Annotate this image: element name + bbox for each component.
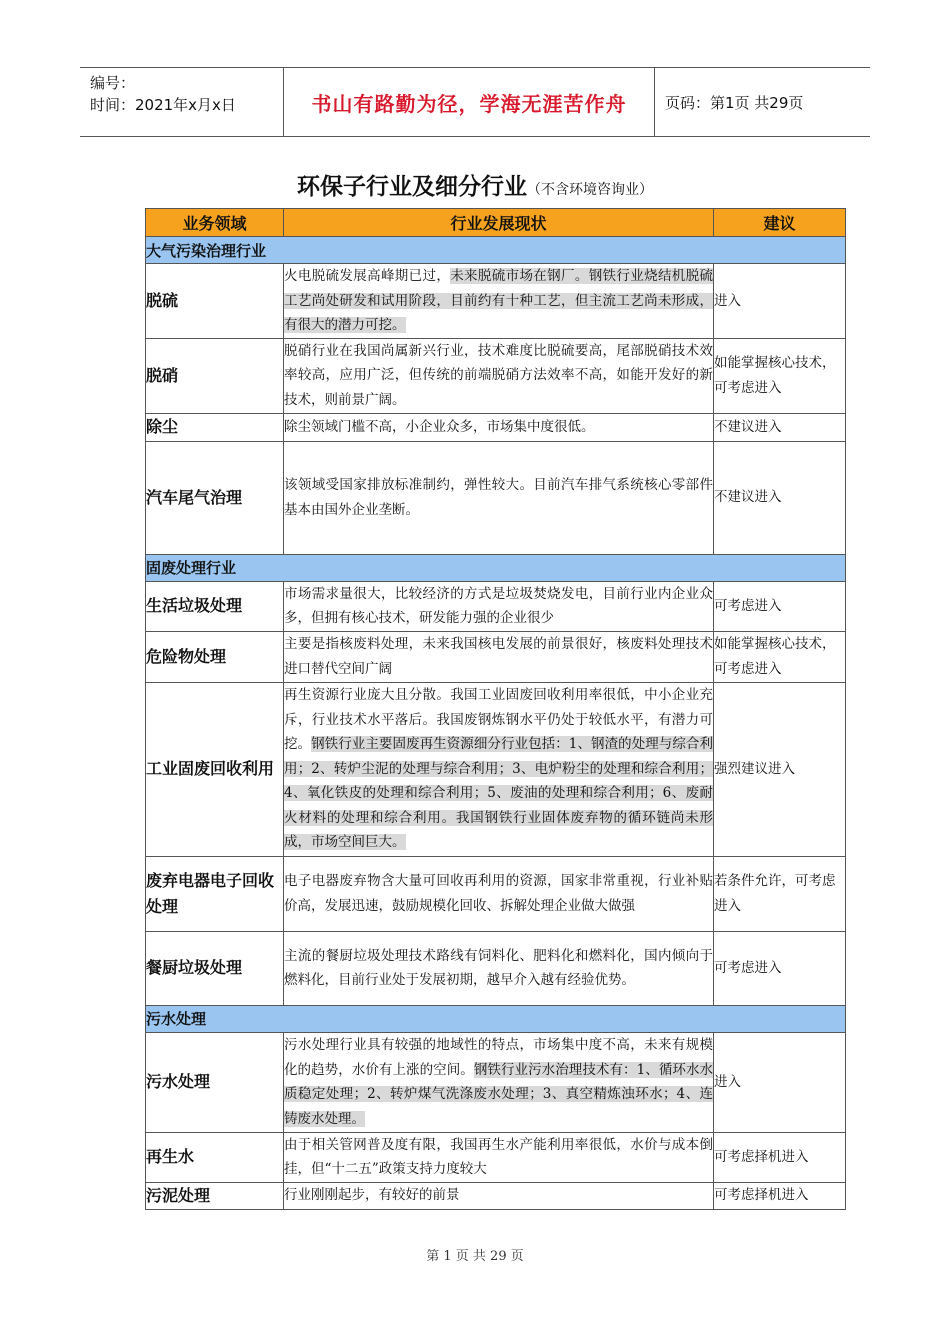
advice-text: 强烈建议进入: [714, 682, 846, 856]
area-name: 污水处理: [146, 1032, 284, 1132]
advice-text: 不建议进入: [714, 441, 846, 554]
status-highlight: 钢铁行业主要固废再生资源细分行业包括：1、钢渣的处理与综合利用；2、转炉尘泥的处理与综合利用；3、电炉粉尘的处理和综合利用；4、氧化铁皮的处理和综合利用；5、废油的处理和综合利用；6、废耐火材料的处理和综合利用。我国钢铁行业固体废弃物的循环链尚未形成，市场空间巨大。: [284, 736, 713, 851]
area-name: 工业固废回收利用: [146, 682, 284, 856]
area-name: 餐厨垃圾处理: [146, 931, 284, 1005]
section-row: [146, 1005, 846, 1032]
status-text: [284, 413, 714, 441]
table-row: [146, 413, 846, 441]
advice-text: 若条件允许，可考虑进入: [714, 856, 846, 931]
number-label: 编号：: [90, 74, 136, 92]
section-row: [146, 554, 846, 581]
section-title: 大气污染治理行业: [146, 237, 846, 264]
header-meta: [80, 68, 284, 136]
table-row: [146, 581, 846, 631]
time-label: 时间：2021年x月x日: [90, 96, 236, 114]
status-highlight: 钢铁行业污水治理技术有：1、循环水水质稳定处理；2、转炉煤气洗涤废水处理；3、真空精炼浊环水；4、连铸废水处理。: [284, 1061, 714, 1127]
area-name: 再生水: [146, 1132, 284, 1182]
col-header-area: 业务领域: [146, 209, 284, 237]
industry-table: [145, 208, 846, 1210]
advice-text: 不建议进入: [714, 413, 846, 441]
status-text: [284, 1032, 714, 1132]
status-text: [284, 631, 714, 682]
advice-text: 如能掌握核心技术，可考虑进入: [714, 631, 846, 682]
status-text: [284, 682, 714, 856]
status-plain: 主流的餐厨垃圾处理技术路线有饲料化、肥料化和燃料化，国内倾向于燃料化，目前行业处于发展初期，越早介入越有经验优势。: [284, 947, 713, 988]
status-plain: 脱硝行业在我国尚属新兴行业，技术难度比脱硫要高，尾部脱硝技术效率较高，应用广泛，但传统的前端脱硝方法效率不高，如能开发好的新技术，则前景广阔。: [284, 342, 713, 408]
table-row: [146, 856, 846, 931]
status-plain: 该领域受国家排放标准制约，弹性较大。目前汽车排气系统核心零部件基本由国外企业垄断。: [284, 477, 713, 518]
page-header: [80, 67, 870, 137]
area-name: 汽车尾气治理: [146, 441, 284, 554]
status-text: [284, 1182, 714, 1209]
table-header-row: [146, 209, 846, 237]
advice-text: 进入: [714, 1032, 846, 1132]
table-row: [146, 931, 846, 1005]
table-row: [146, 1182, 846, 1209]
advice-text: 可考虑进入: [714, 931, 846, 1005]
area-name: 脱硝: [146, 338, 284, 413]
status-plain: 污水处理行业具有较强的地域性的特点，市场集中度不高，未来有规模化的趋势，水价有上涨的空间。: [284, 1037, 713, 1078]
area-name: 脱硫: [146, 264, 284, 339]
header-page-label: 页码：第1页 共29页: [665, 93, 804, 112]
subtitle-text: （不含环境咨询业）: [527, 182, 653, 198]
status-plain: 电子电器废弃物含大量可回收再利用的资源，国家非常重视，行业补贴价高，发展迅速，鼓励规模化回收、拆解处理企业做大做强: [284, 873, 713, 914]
section-title: 污水处理: [146, 1005, 846, 1032]
status-highlight: 未来脱硫市场在钢厂。钢铁行业烧结机脱硫工艺尚处研发和试用阶段，目前约有十种工艺，但主流工艺尚未形成，有很大的潜力可挖。: [284, 268, 714, 333]
col-header-status: 行业发展现状: [284, 209, 714, 237]
area-name: 废弃电器电子回收处理: [146, 856, 284, 931]
status-plain: 行业刚刚起步，有较好的前景: [284, 1187, 460, 1204]
advice-text: 如能掌握核心技术，可考虑进入: [714, 338, 846, 413]
table-row: [146, 682, 846, 856]
section-title: 固废处理行业: [146, 554, 846, 581]
advice-text: 可考虑择机进入: [714, 1132, 846, 1182]
section-row: [146, 237, 846, 264]
status-plain: 市场需求量很大，比较经济的方式是垃圾焚烧发电，目前行业内企业众多，但拥有核心技术，研发能力强的企业很少: [284, 585, 713, 626]
advice-text: 可考虑进入: [714, 581, 846, 631]
table-row: [146, 631, 846, 682]
status-plain: 火电脱硫发展高峰期已过，: [284, 268, 451, 284]
table-row: [146, 264, 846, 339]
table-row: [146, 1032, 846, 1132]
header-motto: 书山有路勤为径，学海无涯苦作舟: [284, 68, 655, 136]
status-text: [284, 338, 714, 413]
advice-text: 进入: [714, 264, 846, 339]
status-plain: 除尘领域门槛不高，小企业众多，市场集中度很低。: [284, 418, 595, 435]
table-row: [146, 441, 846, 554]
area-name: 除尘: [146, 413, 284, 441]
status-plain: 由于相关管网普及度有限，我国再生水产能利用率很低，水价与成本倒挂，但“十二五”政策支持力度较大: [284, 1136, 713, 1177]
status-text: [284, 931, 714, 1005]
col-header-advice: 建议: [714, 209, 846, 237]
status-plain: 再生资源行业庞大且分散。我国工业固废回收利用率很低，中小企业充斥，行业技术水平落后。我国废钢炼钢水平仍处于较低水平，有潜力可挖。: [284, 687, 713, 753]
table-row: [146, 338, 846, 413]
area-name: 污泥处理: [146, 1182, 284, 1209]
area-name: 危险物处理: [146, 631, 284, 682]
status-text: [284, 441, 714, 554]
table-row: [146, 1132, 846, 1182]
advice-text: 可考虑择机进入: [714, 1182, 846, 1209]
page-footer: 第 1 页 共 29 页: [426, 1249, 524, 1264]
area-name: 生活垃圾处理: [146, 581, 284, 631]
status-plain: 主要是指核废料处理，未来我国核电发展的前景很好，核废料处理技术进口替代空间广阔: [284, 636, 713, 677]
status-text: [284, 1132, 714, 1182]
document-title: [0, 168, 950, 201]
title-text: 环保子行业及细分行业: [297, 174, 527, 200]
status-text: [284, 856, 714, 931]
status-text: [284, 264, 714, 339]
status-text: [284, 581, 714, 631]
